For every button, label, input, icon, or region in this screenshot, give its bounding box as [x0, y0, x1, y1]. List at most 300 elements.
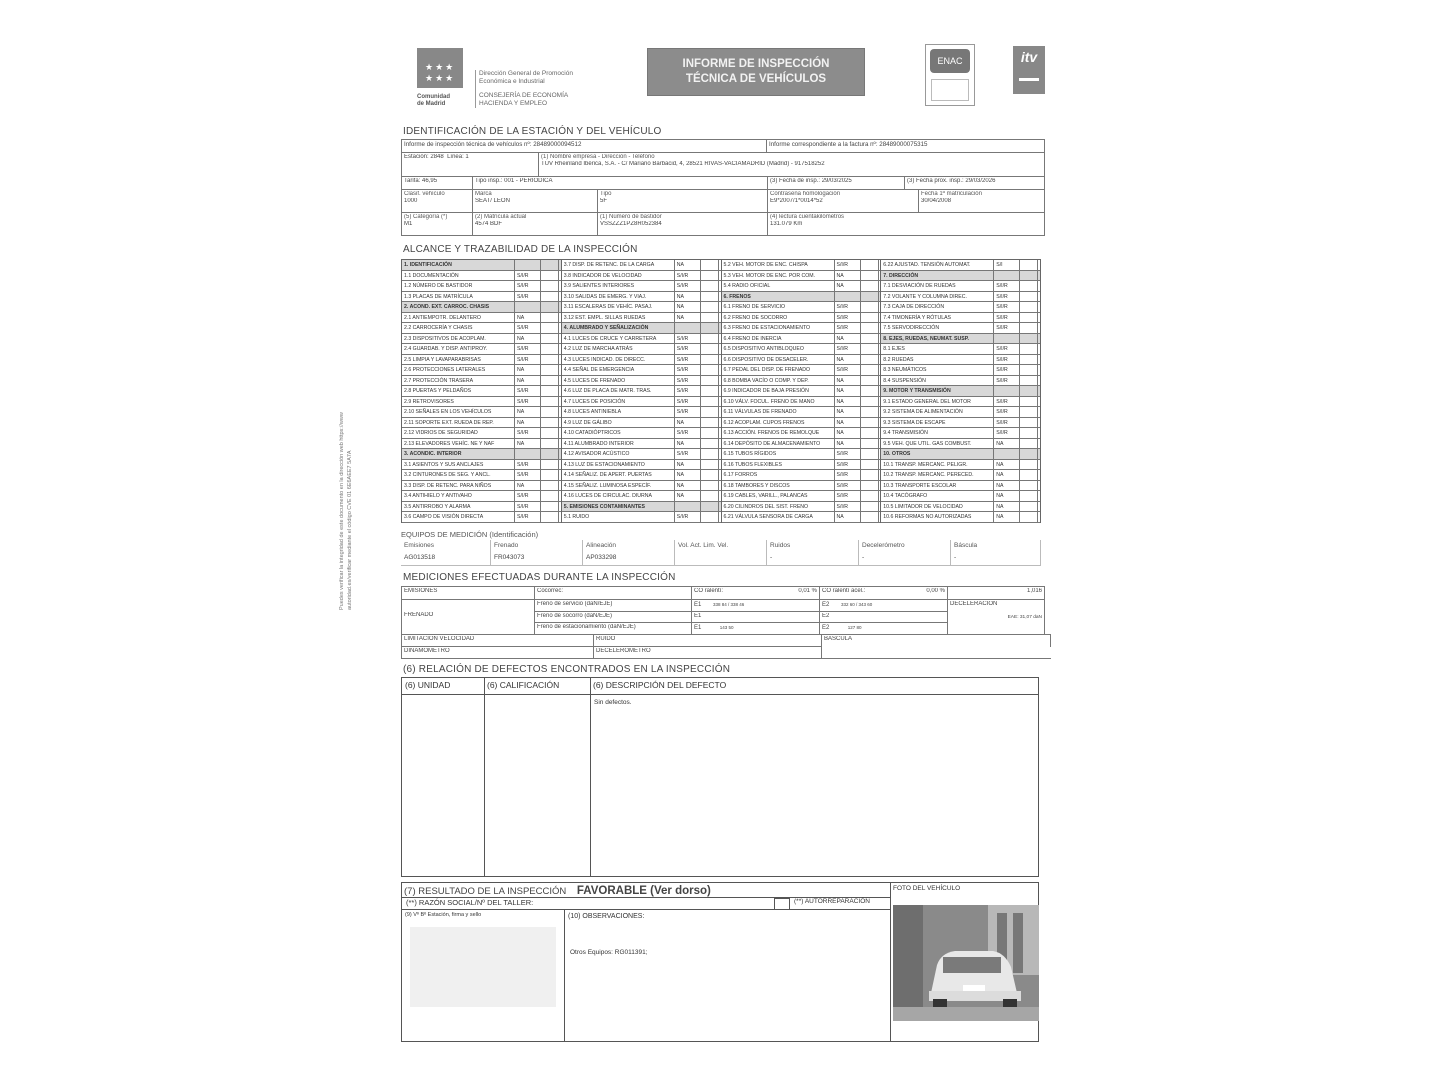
scope-item-result: S/I/R: [515, 281, 541, 291]
equipment-label: Báscula: [954, 542, 978, 549]
scope-item-label: 2.1 ANTIEMPOTR. DELANTERO: [402, 313, 515, 323]
scope-item-label: 2.6 PROTECCIONES LATERALES: [402, 365, 515, 375]
scope-item-result: S/I/R: [675, 407, 701, 417]
scope-item-label: 6.7 PEDAL DEL DISP. DE FRENADO: [722, 365, 835, 375]
scope-item-row: [722, 376, 881, 387]
equipment-label: Emisiones: [404, 542, 434, 549]
scope-item-result: NA: [835, 428, 861, 438]
scope-item-label: 6.2 FRENO DE SOCORRO: [722, 313, 835, 323]
scope-item-label: 8.2 RUEDAS: [881, 355, 994, 365]
report-title-line1: INFORME DE INSPECCIÓN: [682, 58, 830, 70]
scope-column-3: [722, 259, 882, 523]
scope-item-extra: [1020, 439, 1038, 449]
scope-item-result: S/I/R: [835, 449, 861, 459]
scope-item-extra: [1020, 386, 1038, 396]
scope-item-label: 8.4 SUSPENSIÓN: [881, 376, 994, 386]
scope-grid: [401, 259, 1041, 523]
scope-item-label: 10. OTROS: [881, 449, 994, 459]
scope-item-result: S/I/R: [675, 281, 701, 291]
scope-item-row: [562, 428, 721, 439]
equipment-label: Decelerómetro: [862, 542, 905, 549]
scope-item-extra: [1020, 365, 1038, 375]
station-stamp-area: [410, 927, 556, 1007]
scope-item-label: 2.2 CARROCERÍA Y CHASIS: [402, 323, 515, 333]
scope-item-row: [722, 491, 881, 502]
scope-item-result: S/I/R: [675, 512, 701, 522]
scope-item-result: S/I/R: [835, 313, 861, 323]
observations-label: (10) OBSERVACIONES:: [568, 913, 645, 920]
workshop-label: (**) RAZÓN SOCIAL/Nº DEL TALLER:: [406, 898, 534, 907]
scope-item-row: [881, 260, 1040, 271]
scope-item-extra: [541, 470, 559, 480]
scope-item-row: [562, 449, 721, 460]
scope-item-row: [881, 428, 1040, 439]
scope-item-row: [722, 386, 881, 397]
scope-item-result: S/I/R: [994, 302, 1020, 312]
scope-item-row: [881, 344, 1040, 355]
scope-item-result: S/I/R: [994, 281, 1020, 291]
scope-item-row: [722, 418, 881, 429]
scope-item-extra: [701, 281, 719, 291]
scope-item-result: NA: [835, 397, 861, 407]
equipment-label: Vol. Act. Lim. Vel.: [678, 542, 729, 549]
equipment-section-title: EQUIPOS DE MEDICIÓN (Identificación): [401, 530, 539, 539]
scope-item-label: 6.13 ACCIÓN. FRENOS DE REMOLQUE: [722, 428, 835, 438]
observations-value: Otros Equipos: RG011391;: [570, 949, 648, 956]
equipment-item: [767, 540, 859, 566]
scope-item-label: 10.2 TRANSP. MERCANC. PERECED.: [881, 470, 994, 480]
identification-section-title: IDENTIFICACIÓN DE LA ESTACIÓN Y DEL VEHÍCULO: [403, 126, 662, 137]
odometer-reading: 131.079 Km: [770, 221, 803, 227]
scope-item-extra: [701, 313, 719, 323]
scope-item-result: NA: [515, 313, 541, 323]
scope-item-result: S/I/R: [994, 355, 1020, 365]
scope-item-row: [562, 271, 721, 282]
scope-item-result: [994, 386, 1020, 396]
scope-item-row: [881, 470, 1040, 481]
scope-item-label: 6.10 VÁLV. FOCUL. FRENO DE MANO: [722, 397, 835, 407]
scope-group-header: [562, 323, 721, 334]
scope-item-extra: [861, 449, 879, 459]
scope-column-1: [401, 259, 562, 523]
scope-item-extra: [541, 460, 559, 470]
scope-item-row: [402, 292, 561, 303]
scope-item-result: [675, 502, 701, 512]
scope-item-label: 4.14 SEÑALIZ. DE APERT. PUERTAS: [562, 470, 675, 480]
report-title-line2: TÉCNICA DE VEHÍCULOS: [685, 73, 827, 85]
scope-item-extra: [861, 428, 879, 438]
scope-item-extra: [541, 313, 559, 323]
scope-item-row: [881, 397, 1040, 408]
scope-item-extra: [861, 386, 879, 396]
scope-item-result: NA: [675, 481, 701, 491]
scope-item-label: 9.3 SISTEMA DE ESCAPE: [881, 418, 994, 428]
scope-item-extra: [701, 428, 719, 438]
scope-item-label: 3.12 EST. EMPL. SILLAS RUEDAS: [562, 313, 675, 323]
scope-item-result: [994, 334, 1020, 344]
equipment-value: -: [770, 554, 773, 561]
scope-item-extra: [541, 491, 559, 501]
scope-item-label: 3.10 SALIDAS DE EMERG. Y VIAJ.: [562, 292, 675, 302]
scope-item-extra: [541, 344, 559, 354]
scope-item-extra: [861, 491, 879, 501]
scope-item-extra: [701, 365, 719, 375]
scope-item-row: [402, 439, 561, 450]
scope-group-header: [402, 302, 561, 313]
scope-item-label: 9.5 VEH. QUE UTIL. GAS COMBUST.: [881, 439, 994, 449]
scope-item-label: 6.16 TUBOS FLEXIBLES: [722, 460, 835, 470]
scope-item-extra: [861, 397, 879, 407]
scope-group-header: [722, 292, 881, 303]
scope-item-label: 7.3 CAJA DE DIRECCIÓN: [881, 302, 994, 312]
scope-item-result: S/I/R: [515, 491, 541, 501]
scope-item-result: NA: [835, 512, 861, 522]
scope-item-extra: [1020, 481, 1038, 491]
scope-item-row: [722, 439, 881, 450]
scope-item-label: 2.8 PUERTAS Y PELDAÑOS: [402, 386, 515, 396]
scope-item-extra: [701, 344, 719, 354]
scope-item-result: S/I/R: [994, 428, 1020, 438]
equipment-label: Alineación: [586, 542, 616, 549]
scope-item-label: 6.20 CILINDROS DEL SIST. FRENO: [722, 502, 835, 512]
scope-item-extra: [541, 281, 559, 291]
scope-item-extra: [701, 292, 719, 302]
scope-item-result: S/I/R: [994, 365, 1020, 375]
scope-item-result: S/I/R: [515, 344, 541, 354]
scope-item-result: S/I/R: [515, 502, 541, 512]
scope-item-result: [675, 323, 701, 333]
inspection-report-page: [395, 40, 1047, 1050]
scope-item-result: S/I/R: [994, 344, 1020, 354]
scope-item-label: 6.4 FRENO DE INERCIA: [722, 334, 835, 344]
scope-item-row: [402, 491, 561, 502]
scope-item-label: 8.1 EJES: [881, 344, 994, 354]
scope-item-result: NA: [994, 481, 1020, 491]
scope-item-result: S/I/R: [515, 470, 541, 480]
co-measured-value: 0,01 %: [798, 588, 817, 594]
scope-item-label: 3.2 CINTURONES DE SEG. Y ANCL.: [402, 470, 515, 480]
scope-item-row: [722, 397, 881, 408]
scope-item-result: S/I/R: [835, 260, 861, 270]
scope-item-result: S/I/R: [835, 302, 861, 312]
scope-item-label: 5. EMISIONES CONTAMINANTES: [562, 502, 675, 512]
scope-item-row: [722, 281, 881, 292]
scope-item-row: [722, 334, 881, 345]
scope-item-extra: [541, 386, 559, 396]
scope-item-result: NA: [675, 313, 701, 323]
scope-item-extra: [861, 407, 879, 417]
scope-item-label: 4.12 AVISADOR ACÚSTICO: [562, 449, 675, 459]
equipment-item: [401, 540, 491, 566]
scope-item-result: S/I/R: [675, 334, 701, 344]
scope-item-label: 5.1 RUIDO: [562, 512, 675, 522]
scope-item-label: 10.3 TRANSPORTE ESCOLAR: [881, 481, 994, 491]
scope-item-row: [402, 470, 561, 481]
scope-item-label: 5.2 VEH. MOTOR DE ENC. CHISPA: [722, 260, 835, 270]
scope-item-label: 4.4 SEÑAL DE EMERGENCIA: [562, 365, 675, 375]
scope-item-row: [562, 355, 721, 366]
scope-item-extra: [861, 418, 879, 428]
scope-item-extra: [1020, 281, 1038, 291]
equipment-value: -: [862, 554, 865, 561]
scope-item-row: [722, 271, 881, 282]
scope-item-extra: [1020, 313, 1038, 323]
scope-item-row: [562, 292, 721, 303]
scope-item-row: [562, 260, 721, 271]
scope-item-extra: [1020, 470, 1038, 480]
scope-item-extra: [541, 481, 559, 491]
scope-item-label: 3.8 INDICADOR DE VELOCIDAD: [562, 271, 675, 281]
scope-item-extra: [541, 260, 559, 270]
scope-item-label: 6.8 BOMBA VACÍO O COMP. Y DEP.: [722, 376, 835, 386]
scope-item-result: NA: [994, 491, 1020, 501]
scope-group-header: [402, 260, 561, 271]
scope-item-row: [881, 355, 1040, 366]
scope-item-label: 1.1 DOCUMENTACIÓN: [402, 271, 515, 281]
scope-item-label: 6.22 AJUSTAD. TENSIÓN AUTOMAT.: [881, 260, 994, 270]
scope-item-result: S/I/R: [835, 323, 861, 333]
equipment-value: -: [954, 554, 957, 561]
scope-item-extra: [861, 481, 879, 491]
scope-item-row: [881, 481, 1040, 492]
scope-item-extra: [541, 502, 559, 512]
scope-item-label: 8.3 NEUMÁTICOS: [881, 365, 994, 375]
equipment-label: Frenado: [494, 542, 519, 549]
scope-item-result: S/I/R: [835, 365, 861, 375]
scope-item-row: [402, 502, 561, 513]
scope-group-header: [881, 449, 1040, 460]
equipment-value: AP033298: [586, 554, 617, 561]
scope-item-label: 3. ACONDIC. INTERIOR: [402, 449, 515, 459]
scope-item-extra: [701, 355, 719, 365]
brand-text: Comunidad de Madrid: [417, 94, 450, 107]
scope-item-extra: [861, 502, 879, 512]
scope-item-extra: [1020, 418, 1038, 428]
scope-item-extra: [1020, 460, 1038, 470]
scope-item-extra: [701, 491, 719, 501]
scope-item-result: S/I/R: [994, 313, 1020, 323]
scope-group-header: [562, 502, 721, 513]
scope-item-row: [402, 428, 561, 439]
scope-item-extra: [701, 502, 719, 512]
scope-item-row: [881, 292, 1040, 303]
scope-item-row: [722, 323, 881, 334]
scope-item-row: [722, 260, 881, 271]
scope-item-row: [881, 418, 1040, 429]
measurements-section-title: MEDICIONES EFECTUADAS DURANTE LA INSPECCIÓN: [403, 572, 676, 583]
vehicle-make: SEAT/ LEÓN: [475, 198, 510, 204]
scope-item-row: [402, 407, 561, 418]
scope-item-result: NA: [994, 460, 1020, 470]
scope-item-label: 6.19 CABLES, VARILL., PALANCAS: [722, 491, 835, 501]
scope-item-extra: [861, 344, 879, 354]
scope-item-extra: [1020, 491, 1038, 501]
plate-number: 4574 BDF: [475, 221, 503, 227]
scope-item-label: 2.10 SEÑALES EN LOS VEHÍCULOS: [402, 407, 515, 417]
defects-table: [401, 677, 1039, 877]
scope-item-row: [562, 491, 721, 502]
scope-item-extra: [701, 481, 719, 491]
scope-item-extra: [541, 439, 559, 449]
scope-item-row: [562, 397, 721, 408]
scope-item-label: 3.5 ANTIRROBO Y ALARMA: [402, 502, 515, 512]
scope-item-result: S/I/R: [675, 271, 701, 281]
scope-item-extra: [701, 386, 719, 396]
scope-item-label: 4.16 LUCES DE CIRCULAC. DIURNA: [562, 491, 675, 501]
scope-item-label: 6.9 INDICADOR DE BAJA PRESIÓN: [722, 386, 835, 396]
scope-item-extra: [541, 323, 559, 333]
scope-item-row: [402, 365, 561, 376]
scope-item-label: 6.6 DISPOSITIVO DE DESACELER.: [722, 355, 835, 365]
scope-item-label: 9.1 ESTADO GENERAL DEL MOTOR: [881, 397, 994, 407]
scope-item-result: S/I/R: [835, 481, 861, 491]
scope-item-extra: [1020, 323, 1038, 333]
scope-item-result: S/I/R: [835, 344, 861, 354]
scope-item-extra: [1020, 344, 1038, 354]
scope-item-label: 1.2 NÚMERO DE BASTIDOR: [402, 281, 515, 291]
scope-item-extra: [861, 470, 879, 480]
enac-logo: ENAC: [925, 44, 975, 106]
scope-item-result: NA: [675, 470, 701, 480]
equipment-value: FR043073: [494, 554, 525, 561]
scope-item-result: NA: [515, 365, 541, 375]
scope-item-extra: [701, 271, 719, 281]
equipment-item: [859, 540, 951, 566]
scope-item-row: [562, 481, 721, 492]
scope-item-label: 4. ALUMBRADO Y SEÑALIZACIÓN: [562, 323, 675, 333]
inspection-type: 001 - PERIÓDICA: [504, 178, 553, 184]
scope-item-result: S/I/R: [515, 512, 541, 522]
scope-item-result: NA: [675, 439, 701, 449]
scope-item-result: NA: [675, 418, 701, 428]
scope-item-row: [402, 397, 561, 408]
scope-item-label: 2. ACOND. EXT. CARROC. CHASIS: [402, 302, 515, 312]
scope-column-2: [562, 259, 722, 523]
identification-block: Informe de inspección técnica de vehículos nº: 28489000094512 Informe correspondiente a la factura nº: 28489000075315 Estación: 2848 Línea: 1 (1) Nombre empresa - Dirección - Teléfono TÜV Rheinland Ibérica, S.A. - C/ Mariano Barbacid, 4, 28521 RIVAS-VACIAMADRID (Madrid) - 917518252 Tarifa: 46,95 Tipo insp.: 001 - PERIÓDICA (3) Fecha de insp.: 29/03/2025 (3) Fecha prox. insp.: 29/03/2026 Clasif. vehículo 1000 Marca SEAT/ LEÓN Tipo 5F Contraseña homologación E9*2007/1*0014*52 Fecha 1ª matriculación 30/04/2008 (5) Categoría (*) M1 (2) Matrícula actual 4574 BDF (1) Número de bastidor VSSZZZ1PZ8R052384 (4) lectura cuentakilómetros 131.079 Km: [401, 139, 1045, 239]
scope-item-row: [881, 281, 1040, 292]
scope-item-row: [722, 502, 881, 513]
scope-item-extra: [541, 428, 559, 438]
scope-item-label: 4.2 LUZ DE MARCHA ATRÁS: [562, 344, 675, 354]
equipment-label: Ruidos: [770, 542, 791, 549]
scope-item-label: 10.5 LIMITADOR DE VELOCIDAD: [881, 502, 994, 512]
scope-item-result: S/I/R: [515, 428, 541, 438]
department-text: Dirección General de Promoción Económica e Industrial CONSEJERÍA DE ECONOMÍA HACIENDA Y EMPLEO: [475, 70, 573, 108]
scope-item-label: 2.12 VIDRIOS DE SEGURIDAD: [402, 428, 515, 438]
scope-item-row: [881, 313, 1040, 324]
defects-section-title: (6) RELACIÓN DE DEFECTOS ENCONTRADOS EN LA INSPECCIÓN: [403, 664, 731, 675]
defects-unit-header: (6) UNIDAD: [402, 678, 484, 695]
scope-item-row: [722, 344, 881, 355]
scope-item-result: NA: [675, 491, 701, 501]
scope-item-label: 6.3 FRENO DE ESTACIONAMIENTO: [722, 323, 835, 333]
scope-item-extra: [701, 260, 719, 270]
result-value: FAVORABLE (Ver dorso): [576, 885, 711, 897]
scope-item-label: 10.6 REFORMAS NO AUTORIZADAS: [881, 512, 994, 522]
scope-item-result: S/I/R: [994, 323, 1020, 333]
scope-item-extra: [701, 407, 719, 417]
scope-item-label: 2.4 GUARDAB. Y DISP. ANTIPROY.: [402, 344, 515, 354]
scope-item-label: 2.5 LIMPIA Y LAVAPARABRISAS: [402, 355, 515, 365]
scope-item-label: 7.5 SERVODIRECCIÓN: [881, 323, 994, 333]
scope-item-label: 6.15 TUBOS RÍGIDOS: [722, 449, 835, 459]
scope-item-row: [562, 334, 721, 345]
scope-item-extra: [861, 302, 879, 312]
scope-item-label: 3.3 DISP. DE RETENC. PARA NIÑOS: [402, 481, 515, 491]
scope-item-label: 9.2 SISTEMA DE ALIMENTACIÓN: [881, 407, 994, 417]
scope-item-label: 2.13 ELEVADORES VEHÍC. NE Y NAF: [402, 439, 515, 449]
scope-item-extra: [1020, 512, 1038, 522]
scope-item-label: 2.11 SOPORTE EXT. RUEDA DE REP.: [402, 418, 515, 428]
scope-item-label: 7.2 VOLANTE Y COLUMNA DIREC.: [881, 292, 994, 302]
scope-item-result: [994, 449, 1020, 459]
scope-item-label: 6.17 FORROS: [722, 470, 835, 480]
scope-item-row: [562, 439, 721, 450]
scope-item-label: 10.4 TACÓGRAFO: [881, 491, 994, 501]
scope-item-result: S/I/R: [994, 418, 1020, 428]
report-number: 28489000094512: [533, 141, 582, 148]
equipment-row: [401, 540, 1041, 566]
scope-item-result: S/I/R: [515, 386, 541, 396]
scope-item-row: [402, 281, 561, 292]
scope-item-row: [562, 281, 721, 292]
scope-item-result: S/I/R: [675, 428, 701, 438]
scope-item-result: S/I/R: [994, 376, 1020, 386]
scope-item-label: 4.9 LUZ DE GÁLIBO: [562, 418, 675, 428]
scope-item-row: [402, 323, 561, 334]
defects-description-header: (6) DESCRIPCIÓN DEL DEFECTO: [590, 678, 1038, 695]
scope-item-label: 1. IDENTIFICACIÓN: [402, 260, 515, 270]
scope-item-row: [562, 470, 721, 481]
scope-item-row: [722, 302, 881, 313]
scope-item-row: [722, 313, 881, 324]
scope-item-extra: [861, 365, 879, 375]
scope-item-label: 2.9 RETROVISORES: [402, 397, 515, 407]
scope-item-extra: [541, 512, 559, 522]
scope-item-result: NA: [835, 271, 861, 281]
scope-item-label: 4.15 SEÑALIZ. LUMINOSA ESPECÍF.: [562, 481, 675, 491]
scope-item-row: [881, 376, 1040, 387]
scope-item-label: 6.5 DISPOSITIVO ANTIBLOQUEO: [722, 344, 835, 354]
scope-item-label: 6.11 VÁLVULAS DE FRENADO: [722, 407, 835, 417]
equipment-item: [491, 540, 583, 566]
scope-item-label: 4.5 LUCES DE FRENADO: [562, 376, 675, 386]
scope-item-row: [881, 502, 1040, 513]
scope-item-label: 4.11 ALUMBRADO INTERIOR: [562, 439, 675, 449]
scope-item-extra: [861, 439, 879, 449]
scope-item-extra: [701, 397, 719, 407]
inspection-date: 29/03/2025: [821, 178, 852, 184]
scope-item-label: 2.7 PROTECCIÓN TRASERA: [402, 376, 515, 386]
scope-item-extra: [861, 334, 879, 344]
invoice-number: 28489000075315: [879, 141, 928, 148]
scope-item-row: [881, 491, 1040, 502]
scope-item-result: S/I/R: [675, 355, 701, 365]
scope-item-row: [402, 418, 561, 429]
scope-item-label: 8. EJES, RUEDAS, NEUMAT. SUSP.: [881, 334, 994, 344]
scope-item-result: S/I/R: [835, 460, 861, 470]
scope-item-result: S/I/R: [515, 271, 541, 281]
scope-item-result: [515, 260, 541, 270]
scope-item-row: [402, 355, 561, 366]
scope-item-row: [562, 365, 721, 376]
scope-item-extra: [861, 512, 879, 522]
scope-item-extra: [541, 355, 559, 365]
itv-logo: itv ▬▬: [1013, 46, 1045, 94]
scope-item-row: [402, 344, 561, 355]
scope-item-extra: [541, 302, 559, 312]
scope-item-label: 2.3 DISPOSITIVOS DE ACOPLAM.: [402, 334, 515, 344]
